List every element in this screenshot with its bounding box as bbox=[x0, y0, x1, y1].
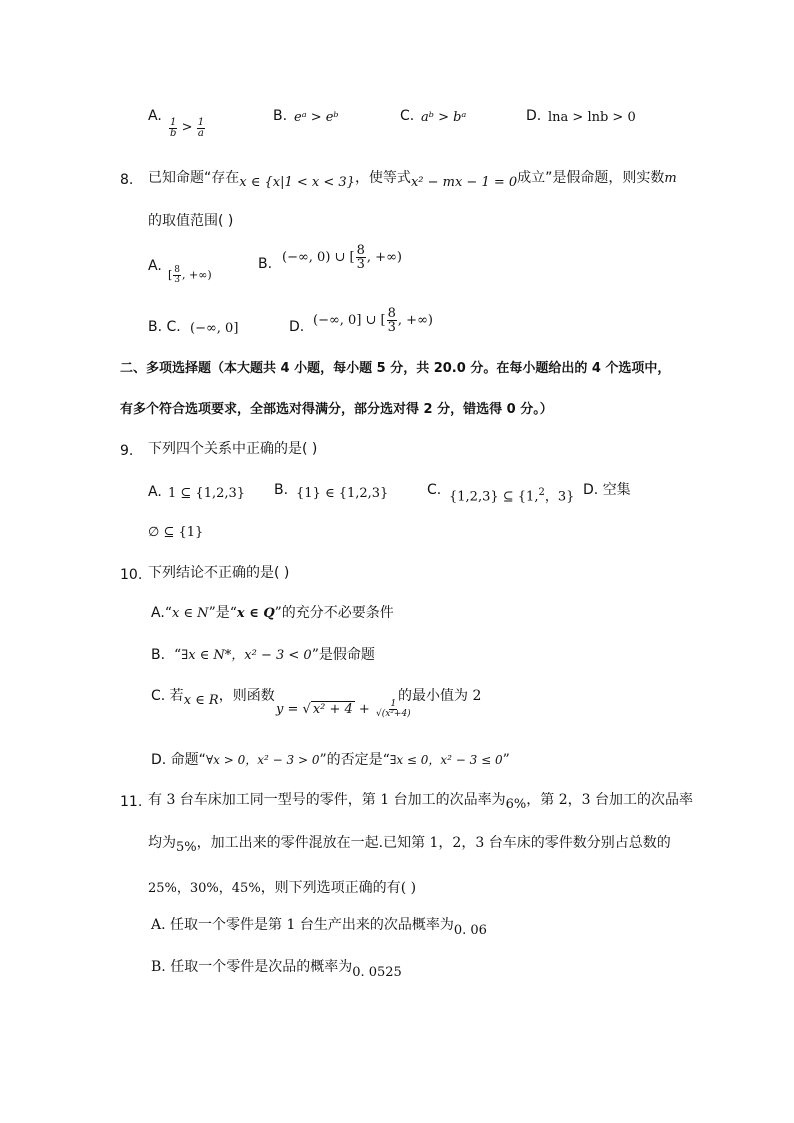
q8-d-tail: , +∞) bbox=[397, 313, 433, 328]
q8-b-num: 8 bbox=[356, 243, 365, 258]
q11-line-2-b: ，加工出来的零件混放在一起.已知第 1，2，3 台车床的零件数分别占总数的 bbox=[196, 835, 671, 851]
q10-b-rest: ”是假命题 bbox=[311, 647, 375, 663]
q10-c-rest: 的最小值为 2 bbox=[398, 688, 482, 704]
q11-b-label: B. 任取一个零件是次品的概率为 bbox=[151, 959, 353, 975]
q11-rate-1: 6% bbox=[505, 797, 527, 812]
q10-c-mid: ，则函数 bbox=[218, 688, 275, 704]
q9-stem-text: 下列四个关系中正确的是 bbox=[148, 441, 302, 457]
q10-c-plus: + bbox=[354, 702, 374, 717]
q8-stem bbox=[148, 170, 677, 190]
q8-b-tail: , +∞) bbox=[366, 250, 402, 265]
q8-option-b-label: B. bbox=[258, 256, 273, 272]
q9-option-c-label: C. bbox=[427, 482, 442, 498]
q7-a-rhs-den: a bbox=[197, 128, 204, 139]
q10-b-label: B. bbox=[151, 647, 166, 663]
q11-line-2-a: 均为 bbox=[148, 835, 176, 851]
q10-number: 10. bbox=[120, 567, 143, 583]
q11-b-val: 0. 0525 bbox=[352, 965, 402, 980]
q7-a-lhs-num: 1 bbox=[170, 117, 177, 128]
q10-a-expr-1: x ∈ N bbox=[171, 606, 209, 621]
q7-option-d-expr: lna > lnb > 0 bbox=[548, 110, 636, 125]
q8-a-open: [ bbox=[168, 268, 173, 282]
q10-option-a bbox=[151, 605, 394, 622]
q7-option-a-label: A. bbox=[148, 108, 162, 124]
q8-b-pre: (−∞, 0) ∪ [ bbox=[282, 250, 355, 265]
q10-c-cond: x ∈ R bbox=[183, 693, 219, 708]
q10-c-fden: √(x²+4) bbox=[375, 709, 411, 719]
q7-a-rhs-num: 1 bbox=[197, 117, 205, 128]
q8-b-den: 3 bbox=[356, 257, 365, 272]
q9-option-a-expr: 1 ⊆ {1,2,3} bbox=[168, 486, 246, 501]
q9-option-c-expr bbox=[449, 487, 574, 505]
q11-line-1-a: 有 3 台车床加工同一型号的零件，第 1 台加工的次品率为 bbox=[148, 792, 506, 808]
q11-option-a bbox=[151, 917, 487, 938]
q9-d-label-letter: D. bbox=[583, 482, 599, 498]
q10-option-c bbox=[151, 688, 275, 708]
q10-b-quote: “ bbox=[173, 647, 182, 663]
q11-line-3 bbox=[148, 880, 416, 897]
q10-a-rest: ”的充分不必要条件 bbox=[274, 605, 394, 621]
q8-a-num: 8 bbox=[174, 265, 181, 275]
q10-a-mid: ”是“ bbox=[208, 605, 237, 621]
q9-option-d-expr: ∅ ⊆ {1} bbox=[148, 525, 204, 540]
q7-option-a-expr bbox=[168, 118, 206, 139]
q7-option-b-label: B. bbox=[273, 108, 288, 124]
q10-c-label: C. 若 bbox=[151, 688, 184, 704]
q8-option-b-expr bbox=[282, 244, 402, 271]
q8-option-d-label: D. bbox=[289, 319, 305, 335]
q8-a-tail: , +∞) bbox=[182, 268, 212, 282]
q9-option-a-label: A. bbox=[148, 484, 162, 500]
q8-option-a-expr bbox=[168, 266, 212, 285]
q8-d-num: 8 bbox=[387, 306, 396, 321]
q8-number: 8. bbox=[120, 172, 134, 188]
q9-option-d-label bbox=[583, 482, 631, 498]
q10-answer-paren: ( ) bbox=[274, 565, 290, 581]
q8-option-a-label: A. bbox=[148, 258, 162, 274]
q8-stem-part-1: 已知命题“存在 bbox=[148, 170, 240, 186]
q7-option-c-label: C. bbox=[400, 108, 415, 124]
q8-stem-line2 bbox=[148, 213, 233, 229]
q10-a-quote-1: “ bbox=[164, 605, 172, 621]
q10-b-expr: ∃x ∈ N*，x² − 3 < 0 bbox=[181, 648, 312, 663]
q9-number: 9. bbox=[120, 443, 134, 459]
q7-option-d-label: D. bbox=[526, 108, 542, 124]
q8-stem-part-4: 的取值范围 bbox=[148, 213, 218, 229]
q9-c-part-2: ，3} bbox=[544, 489, 575, 505]
q8-stem-part-3: 成立”是假命题，则实数 bbox=[517, 170, 665, 186]
q8-option-d-expr bbox=[313, 307, 433, 334]
q11-option-b bbox=[151, 959, 402, 980]
q11-line-1-b: ，第 2，3 台加工的次品率 bbox=[526, 792, 693, 808]
q11-rate-2: 5% bbox=[176, 840, 197, 855]
q9-stem bbox=[148, 441, 317, 457]
q10-a-label: A. bbox=[151, 605, 165, 621]
q10-c-function: y = √ x² + 4 + $\frac{1}{\text{√(x²+4)}}$ bbox=[276, 699, 411, 719]
q11-number: 11. bbox=[120, 794, 143, 810]
section-2-line-1: 二、多项选择题（本大题共 4 小题，每小题 5 分，共 20.0 分。在每小题给出的 4 个选项中， bbox=[120, 361, 671, 376]
q10-option-b bbox=[151, 647, 375, 664]
section-2-line-2: 有多个符合选项要求，全部选对得满分，部分选对得 2 分，错选得 0 分。） bbox=[120, 402, 553, 417]
q10-stem bbox=[148, 565, 289, 581]
q11-answer-paren: ( ) bbox=[400, 880, 417, 896]
q11-line-3-a: 25%，30%，45% bbox=[148, 881, 261, 896]
q10-stem-text: 下列结论不正确的是 bbox=[148, 565, 274, 581]
q7-option-b-expr: eᵃ > eᵇ bbox=[294, 110, 339, 125]
q10-option-d bbox=[151, 752, 510, 768]
q7-option-c-expr: aᵇ > bᵃ bbox=[421, 110, 467, 125]
q10-c-sqrt: x² + 4 bbox=[312, 702, 353, 717]
q10-d-expr-1: ∀x > 0，x² − 3 > 0 bbox=[205, 753, 320, 767]
q10-d-end: ” bbox=[502, 752, 510, 768]
q11-line-3-b: ，则下列选项正确的有 bbox=[260, 880, 401, 896]
q10-d-mid: ”的否定是“ bbox=[319, 752, 390, 768]
q10-d-expr-2: ∃x ≤ 0，x² − 3 ≤ 0 bbox=[389, 753, 503, 767]
q9-c-sup: 2 bbox=[538, 487, 545, 498]
q11-line-1 bbox=[148, 792, 693, 812]
q9-d-text: 空集 bbox=[602, 482, 631, 498]
q10-c-fnum: 1 bbox=[390, 699, 397, 709]
q9-option-b-expr: {1} ∈ {1,2,3} bbox=[296, 486, 389, 501]
q8-equation: x² − mx − 1 = 0 bbox=[410, 175, 518, 190]
q8-a-den: 3 bbox=[174, 275, 181, 285]
q8-stem-part-2: ，使等式 bbox=[354, 170, 411, 186]
q11-a-label: A. 任取一个零件是第 1 台生产出来的次品概率为 bbox=[151, 917, 454, 933]
q8-d-den: 3 bbox=[387, 320, 396, 335]
q9-answer-paren: ( ) bbox=[302, 441, 318, 457]
q8-option-c-label: B. C. bbox=[148, 319, 181, 335]
q8-set: x ∈ {x|1 < x < 3} bbox=[239, 175, 355, 190]
q7-a-lhs-den: b bbox=[170, 128, 177, 139]
q10-d-label: D. 命题“ bbox=[151, 752, 206, 768]
q10-c-func-y: y = bbox=[276, 702, 303, 717]
q9-option-b-label: B. bbox=[274, 482, 289, 498]
q11-line-2 bbox=[148, 835, 671, 855]
q8-answer-paren: ( ) bbox=[218, 213, 234, 229]
q8-option-c-expr: (−∞, 0] bbox=[190, 321, 239, 336]
q7-a-op: > bbox=[181, 120, 193, 135]
q8-d-pre: (−∞, 0] ∪ [ bbox=[313, 313, 386, 328]
q10-a-expr-2: x ∈ Q bbox=[236, 606, 275, 621]
q9-c-part-1: {1,2,3} ⊆ {1, bbox=[449, 489, 539, 505]
q11-a-val: 0. 06 bbox=[453, 923, 487, 938]
q8-var: m bbox=[664, 171, 677, 186]
